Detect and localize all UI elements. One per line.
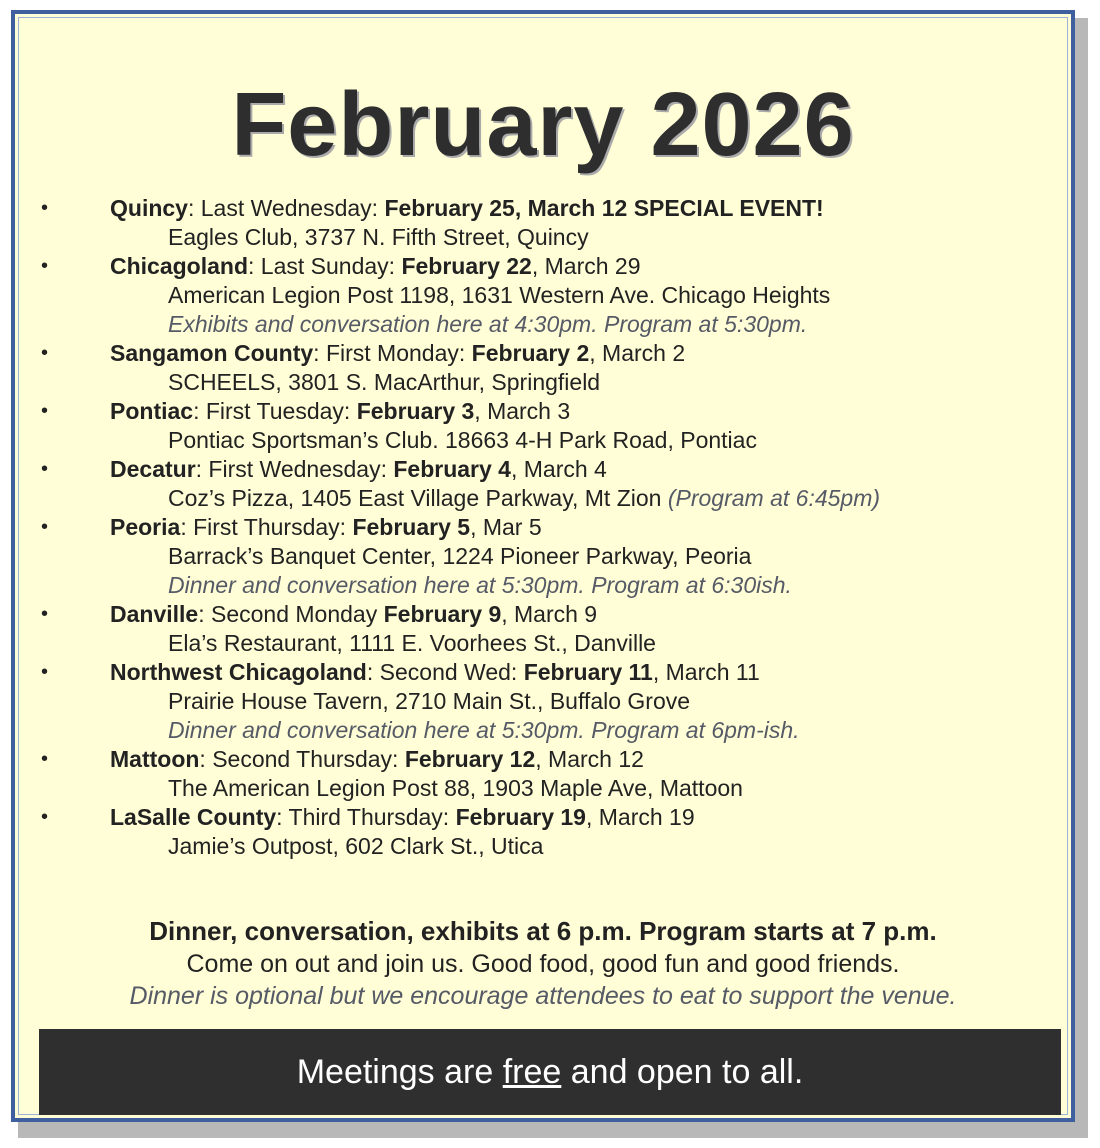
meeting-venue-wrap: [168, 542, 751, 571]
meeting-next-date: , Mar 5: [470, 514, 542, 540]
footer-dinner-note: Dinner is optional but we encourage attendees to eat to support the venue.: [129, 982, 957, 1010]
bullet-icon: •: [41, 400, 49, 422]
meeting-header: [110, 745, 644, 774]
meeting-location: Chicagoland: [110, 253, 249, 279]
bullet-icon: •: [41, 342, 49, 364]
schedule-card: [11, 10, 1075, 1122]
meeting-item: [35, 513, 1065, 542]
meeting-note: Dinner and conversation here at 5:30pm. Program at 6pm-ish.: [168, 717, 800, 743]
meeting-venue-wrap: [168, 774, 743, 803]
meeting-header: [110, 455, 607, 484]
meeting-next-date: , March 2: [589, 340, 686, 366]
meeting-venue: Jamie’s Outpost, 602 Clark St., Utica: [168, 833, 544, 859]
meeting-item: [35, 339, 1065, 368]
bullet-icon: •: [41, 748, 49, 770]
meeting-location: LaSalle County: [110, 804, 277, 830]
meeting-venue: Ela’s Restaurant, 1111 E. Voorhees St., Danville: [168, 630, 656, 656]
meeting-header: [110, 658, 760, 687]
meeting-venue: American Legion Post 1198, 1631 Western Ave. Chicago Heights: [168, 282, 831, 308]
meeting-venue: The American Legion Post 88, 1903 Maple Ave, Mattoon: [168, 775, 743, 801]
meeting-venue: Pontiac Sportsman’s Club. 18663 4-H Park Road, Pontiac: [168, 427, 757, 453]
meeting-date: February 2: [471, 340, 590, 366]
meeting-date: February 11: [523, 659, 653, 685]
meeting-next-date: , March 9: [501, 601, 598, 627]
meeting-next-date: , March 12: [535, 746, 644, 772]
meeting-venue: SCHEELS, 3801 S. MacArthur, Springfield: [168, 369, 601, 395]
meeting-note-line: [35, 716, 1065, 745]
meeting-schedule: : Second Wed:: [366, 659, 524, 685]
meeting-venue-line: [35, 832, 1065, 861]
meeting-location: Pontiac: [110, 398, 194, 424]
meeting-note: Dinner and conversation here at 5:30pm. Program at 6:30ish.: [168, 572, 792, 598]
meeting-list: [35, 194, 1065, 861]
meeting-venue: Prairie House Tavern, 2710 Main St., Buffalo Grove: [168, 688, 691, 714]
meeting-venue-line: [35, 223, 1065, 252]
meeting-item: [35, 397, 1065, 426]
meeting-date: February 3: [356, 398, 475, 424]
bullet-icon: •: [41, 255, 49, 277]
meeting-note-line: [35, 310, 1065, 339]
meeting-item: [35, 455, 1065, 484]
meeting-venue-wrap: [168, 484, 880, 513]
meeting-venue: Coz’s Pizza, 1405 East Village Parkway, Mt Zion: [168, 485, 668, 511]
meeting-date: February 4: [393, 456, 511, 482]
banner-before: Meetings are: [296, 1053, 503, 1091]
banner-free: free: [502, 1053, 562, 1091]
meeting-schedule: : First Thursday:: [180, 514, 353, 540]
meeting-header: [110, 194, 824, 223]
meeting-item: [35, 194, 1065, 223]
meeting-venue-line: [35, 426, 1065, 455]
meeting-date: February 9: [383, 601, 502, 627]
meeting-schedule: : Last Sunday:: [248, 253, 402, 279]
meeting-header: [110, 600, 597, 629]
meeting-header: [110, 803, 695, 832]
meeting-date: February 5: [352, 514, 471, 540]
meeting-venue-wrap: [168, 223, 589, 252]
meeting-next-date: , March 29: [531, 253, 641, 279]
banner-after: and open to all.: [561, 1053, 804, 1091]
meeting-date: February 19: [455, 804, 586, 830]
meeting-venue-wrap: [168, 629, 656, 658]
meeting-schedule: : First Tuesday:: [193, 398, 357, 424]
meeting-next-date: , March 4: [510, 456, 607, 482]
meeting-venue-wrap: [168, 281, 830, 310]
meeting-venue-line: [35, 484, 1065, 513]
meeting-schedule: : First Monday:: [313, 340, 472, 366]
bullet-icon: •: [41, 197, 49, 219]
meeting-next-date: , March 19: [585, 804, 695, 830]
meeting-date: February 22: [401, 253, 532, 279]
meeting-schedule: : First Wednesday:: [195, 456, 394, 482]
bullet-icon: •: [41, 661, 49, 683]
meeting-next-date: , March 11: [652, 659, 760, 685]
meeting-venue-wrap: [168, 426, 757, 455]
page-title: February 2026: [231, 75, 855, 175]
meeting-location: Danville: [110, 601, 199, 627]
bullet-icon: •: [41, 516, 49, 538]
meeting-date: February 25, March 12 SPECIAL EVENT!: [384, 195, 824, 221]
meeting-location: Peoria: [110, 514, 181, 540]
meeting-location: Sangamon County: [110, 340, 314, 366]
meeting-venue-note: (Program at 6:45pm): [667, 485, 881, 511]
meeting-venue-wrap: [168, 687, 690, 716]
meeting-schedule: : Last Wednesday:: [187, 195, 385, 221]
meeting-venue-line: [35, 774, 1065, 803]
meeting-date: February 12: [404, 746, 536, 772]
meeting-venue-wrap: [168, 368, 600, 397]
meeting-header: [110, 252, 641, 281]
free-banner: [39, 1029, 1061, 1115]
meeting-venue-wrap: [168, 832, 543, 861]
meeting-schedule: : Third Thursday:: [276, 804, 456, 830]
meeting-schedule: : Second Monday: [198, 601, 384, 627]
meeting-location: Northwest Chicagoland: [110, 659, 367, 685]
meeting-venue-line: [35, 629, 1065, 658]
meeting-venue-line: [35, 281, 1065, 310]
meeting-header: [110, 339, 685, 368]
bullet-icon: •: [41, 806, 49, 828]
meeting-venue: Eagles Club, 3737 N. Fifth Street, Quincy: [168, 224, 589, 250]
meeting-venue-line: [35, 687, 1065, 716]
meeting-header: [110, 513, 542, 542]
meeting-item: [35, 252, 1065, 281]
bullet-icon: •: [41, 603, 49, 625]
meeting-note-line: [35, 571, 1065, 600]
meeting-schedule: : Second Thursday:: [199, 746, 405, 772]
meeting-item: [35, 658, 1065, 687]
meeting-item: [35, 745, 1065, 774]
meeting-venue: Barrack’s Banquet Center, 1224 Pioneer Parkway, Peoria: [168, 543, 752, 569]
meeting-note: Exhibits and conversation here at 4:30pm. Program at 5:30pm.: [168, 311, 808, 337]
meeting-item: [35, 600, 1065, 629]
footer-times: Dinner, conversation, exhibits at 6 p.m. Program starts at 7 p.m.: [149, 916, 937, 946]
meeting-item: [35, 803, 1065, 832]
bullet-icon: •: [41, 458, 49, 480]
footer-invite: Come on out and join us. Good food, good fun and good friends.: [186, 950, 900, 978]
meeting-venue-line: [35, 368, 1065, 397]
meeting-location: Decatur: [110, 456, 196, 482]
meeting-venue-line: [35, 542, 1065, 571]
meeting-location: Quincy: [110, 195, 188, 221]
meeting-location: Mattoon: [110, 746, 200, 772]
meeting-header: [110, 397, 570, 426]
meeting-next-date: , March 3: [474, 398, 571, 424]
